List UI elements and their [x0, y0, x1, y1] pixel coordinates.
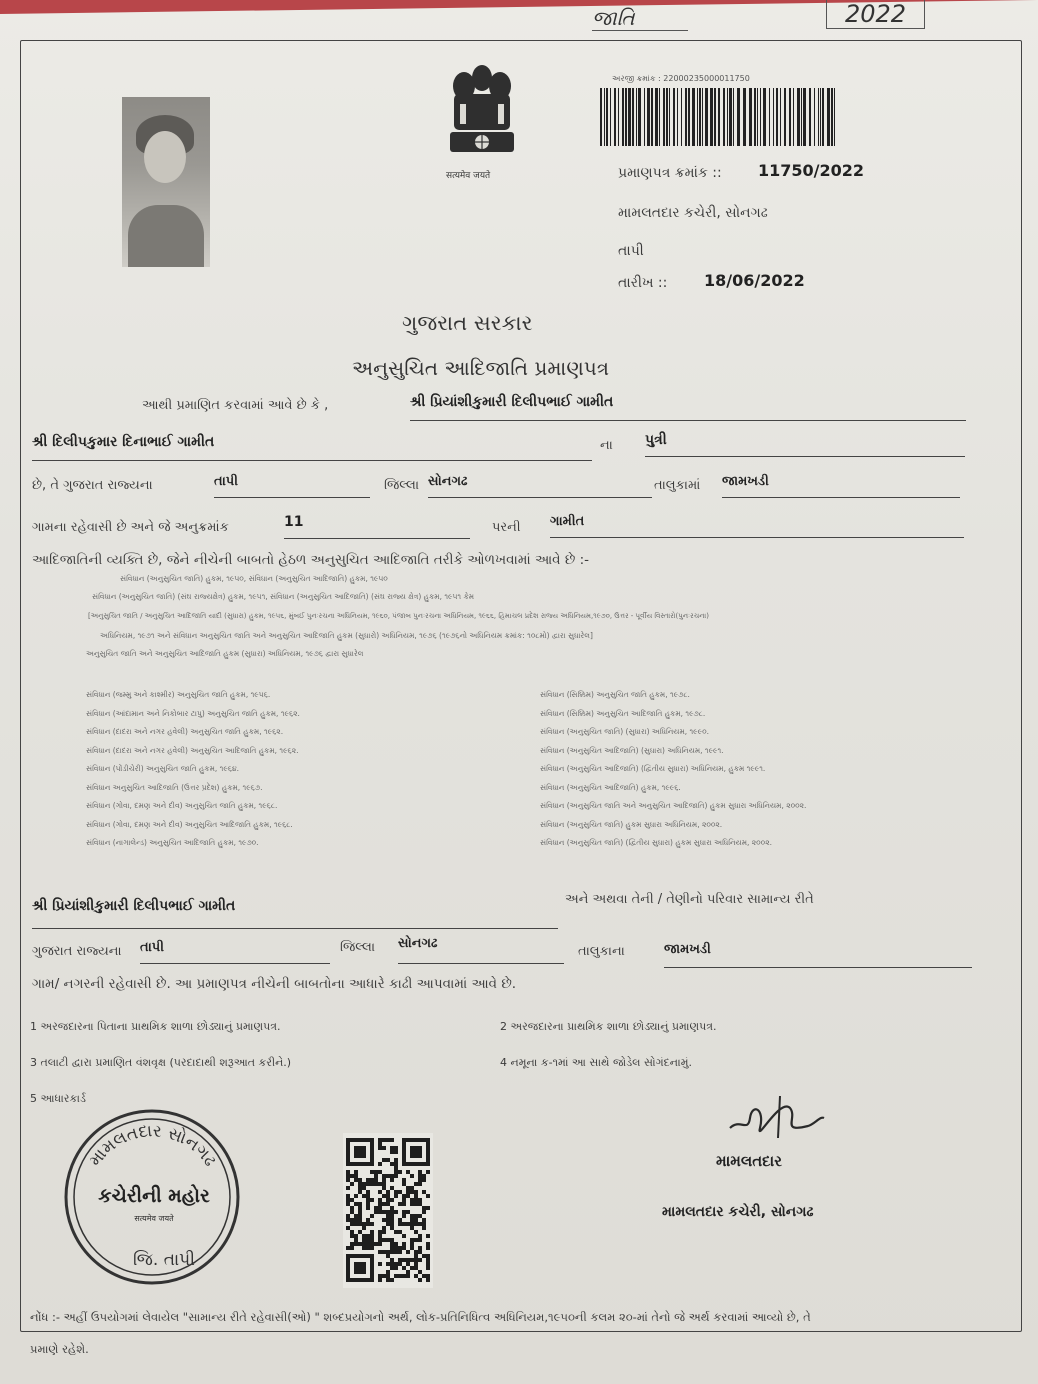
order-item: સંવિધાન (જમ્મુ અને કાશ્મીર) અનુસુચિત જાતિ હુકમ, ૧૯૫૬.	[86, 690, 271, 699]
state-text: છે, તે ગુજરાત રાજ્યના	[32, 478, 153, 493]
family-text: અને અથવા તેની / તેણીનો પરિવાર સામાન્ય રીતે	[565, 892, 814, 907]
order-item: સંવિધાન (અનુસુચિત જાતિ) હુકમ સુધારા અધિનિયમ, ૨૦૦૨.	[540, 819, 723, 829]
order-item: સંવિધાન (સિક્કિમ) અનુસુચિત જાતિ હુકમ, ૧૯૭૮.	[540, 690, 690, 699]
national-emblem-icon	[440, 58, 524, 170]
document-item: 5 આધારકાર્ડ	[30, 1092, 86, 1105]
state-text-2: ગુજરાત રાજ્યના	[32, 944, 122, 959]
orders-right-list	[540, 690, 806, 857]
tribe-recognition-text: આદિજાતિની વ્યક્તિ છે, જેને નીચેની બાબતો હેઠળ અનુસુચિત આદિજાતિ તરીકે ઓળખવામાં આવે છે :-	[32, 552, 590, 568]
office-seal-stamp	[60, 1105, 245, 1290]
fine-print-line: સંવિધાન (અનુસુચિત જાતિ) (સંઘ રાજ્યક્ષેત્ર) હુકમ, ૧૯૫૧, સંવિધાન (અનુસુચિત આદિજાતિ) (સંઘ રાજ્ય ક્ષેત્ર) હુકમ, ૧૯૫૧ કેમ	[92, 592, 475, 601]
tribe-name: ગામીત	[550, 514, 964, 538]
emblem-motto: सत्यमेव जयते	[446, 171, 491, 181]
taluka-inline: સોનગઢ	[428, 474, 652, 498]
issuing-office: મામલતદાર કચેરી, સોનગઢ	[618, 205, 768, 221]
fine-print-line: અનુસુચિત જાતિ અને અનુસુચિત આદિજાતિ હુકમ (સુધારા) અધિનિયમ, ૧૯૭૬ દ્વારા સુધારેલ	[86, 649, 364, 658]
order-item: સંવિધાન (અનુસુચિત જાતિ) (દ્વિતીય સુધારા) હુકમ સુધારા અધિનિયમ, ૨૦૦૨.	[540, 838, 772, 847]
order-item: સંવિધાન (દાદરા અને નગર હવેલી) અનુસુચિત જાતિ હુકમ, ૧૯૬૨.	[86, 727, 284, 736]
svg-text:જિ. તાપી: જિ. તાપી	[132, 1250, 196, 1270]
taluka-label: તાલુકામાં	[654, 478, 701, 493]
application-number: અરજી ક્રમાંક : 22000235000011750	[612, 74, 750, 83]
order-item: સંવિધાન (અનુસુચિત આદિજાતિ) (સુધારા) અધિનિયમ, ૧૯૯૧.	[540, 745, 724, 755]
applicant-name-repeat: શ્રી પ્રિયાંશીકુમારી દિલીપભાઈ ગામીત	[32, 898, 558, 929]
applicant-name: શ્રી પ્રિયાંશીકુમારી દિલીપભાઈ ગામીત	[410, 394, 966, 421]
order-item: સંવિધાન (નાગાલેન્ડ) અનુસુચિત આદિજાતિ હુકમ, ૧૯૭૦.	[86, 838, 259, 847]
certificate-title: અનુસુચિત આદિજાતિ પ્રમાણપત્ર	[352, 356, 610, 380]
barcode-icon	[600, 88, 840, 150]
certificate-number-label: પ્રમાણપત્ર ક્રમાંક ::	[618, 165, 722, 181]
order-item: સંવિધાન (અનુસુચિત આદિજાતિ) (દ્વિતીય સુધારા) અધિનિયમ, હુકમ ૧૯૯૧.	[540, 764, 766, 773]
parni-label: પરની	[492, 520, 521, 535]
taluka-field-2: સોનગઢ	[398, 936, 564, 964]
district-label-2: જિલ્લા	[340, 940, 376, 955]
qr-code-icon	[343, 1133, 433, 1288]
signatory-office: મામલતદાર કચેરી, સોનગઢ	[662, 1204, 814, 1220]
district-field: તાપી	[214, 474, 370, 498]
village-field-2: જામખડી	[664, 942, 972, 968]
order-item: સંવિધાન (ગોવા, દમણ અને દીવ) અનુસુચિત આદિજાતિ હુકમ, ૧૯૬૮.	[86, 819, 293, 829]
fine-print-line: [અનુસુચિત જાતિ / અનુસુચિત આદિજાતિ યાદી (સુધારા) હુકમ, ૧૯૫૬, મુંબઈ પુનઃરચના અધિનિયમ, ૧૯૬૦, પંજાબ પુનઃરચના અધિનિયમ, ૧૯૬૬, હિમાચલ પ્રદેશ રાજ્ય અધિનિયમ,૧૯૭૦, ઉત્તર - પૂર્વીય વિસ્તારો(પુનઃરચના)	[88, 612, 709, 620]
district-field-2: તાપી	[140, 940, 330, 964]
signature-image	[720, 1088, 830, 1148]
issuing-district: તાપી	[618, 243, 644, 259]
svg-text:सत्यमेव जयते: सत्यमेव जयते	[134, 1214, 174, 1223]
certificate-number: 11750/2022	[758, 161, 865, 180]
order-item: સંવિધાન (અનુસુચિત જાતિ અને અનુસુચિત આદિજાતિ) હુકમ સુધારા અધિનિયમ, ૨૦૦૨.	[540, 801, 807, 810]
applicant-photo	[122, 97, 210, 267]
document-item: 2 અરજદારના પ્રાથમિક શાળા છોડ્યાનું પ્રમાણપત્ર.	[500, 1020, 717, 1033]
document-item: 1 અરજદારના પિતાના પ્રાથમિક શાળા છોડ્યાનું પ્રમાણપત્ર.	[30, 1020, 281, 1033]
basis-text: ગામ/ નગરની રહેવાસી છે. આ પ્રમાણપત્ર નીચેની બાબતોના આધારે કાઢી આપવામાં આવે છે.	[32, 976, 517, 992]
order-item: સંવિધાન (આંદામાન અને નિકોબાર ટાપુ) અનુસુચિત જાતિ હુકમ, ૧૯૬૨.	[86, 708, 300, 718]
note-line-1: નોંધ :- અહીં ઉપયોગમાં લેવાયેલ "સામાન્ય રીતે રહેવાસી(ઓ) " શબ્દપ્રયોગનો અર્થ, લોક-પ્રતિનિધિત્વ અધિનિયમ,૧૯૫૦ની કલમ ૨૦-માં તેનો જે અર્થ કરવામાં આવ્યો છે, તે	[30, 1310, 811, 1324]
handwritten-year-top: 2022	[826, 0, 925, 29]
handwritten-note-top: જાતિ	[592, 6, 688, 31]
svg-text:કચેરીની મહોર: કચેરીની મહોર	[98, 1185, 210, 1207]
taluka-label-2: તાલુકાના	[578, 944, 625, 959]
order-item: સંવિધાન (અનુસુચિત જાતિ) (સુધારા) અધિનિયમ, ૧૯૯૦.	[540, 727, 709, 736]
parent-name: શ્રી દિલીપકુમાર દિનાભાઈ ગામીત	[32, 434, 592, 461]
na-label: ના	[600, 438, 613, 453]
order-item: સંવિધાન (પોંડીચેરી) અનુસુચિત જાતિ હુકમ, ૧૯૬૪.	[86, 764, 240, 773]
village-field: જામખડી	[722, 474, 960, 498]
orders-left-list	[86, 690, 300, 857]
signatory-title: મામલતદાર	[716, 1152, 782, 1170]
issue-date: 18/06/2022	[704, 271, 805, 290]
svg-text:મામલતદાર સોનગઢ: મામલતદાર સોનગઢ	[85, 1121, 220, 1171]
order-item: સંવિધાન (ગોવા, દમણ અને દીવ) અનુસુચિત જાતિ હુકમ, ૧૯૬૮.	[86, 801, 278, 810]
certify-text: આથી પ્રમાણિત કરવામાં આવે છે કે ,	[142, 398, 329, 413]
order-item: સંવિધાન (દાદરા અને નગર હવેલી) અનુસુચિત આદિજાતિ હુકમ, ૧૯૬૨.	[86, 745, 299, 755]
serial-number: 11	[284, 514, 470, 539]
order-item: સંવિધાન (અનુસુચિત આદિજાતિ) હુકમ, ૧૯૯૬.	[540, 782, 681, 792]
document-item: 4 નમૂના ક-૧માં આ સાથે જોડેલ સોગંદનામું.	[500, 1056, 692, 1069]
government-title: ગુજરાત સરકાર	[402, 311, 533, 335]
note-line-2: પ્રમાણે રહેશે.	[30, 1342, 89, 1356]
document-item: 3 તલાટી દ્વારા પ્રમાણિત વંશવૃક્ષ (પરદાદાથી શરૂઆત કરીને.)	[30, 1056, 292, 1069]
fine-print-line: અધિનિયમ, ૧૯૭૧ અને સંવિધાન અનુસુચિત જાતિ અને અનુસુચિત આદિજાતિ હુકમ (સુધારો) અધિનિયમ, ૧૯૭૬ (૧૯૭૬નો અધિનિયમ ક્રમાંક: ૧૦૮મો) દ્વારા સુધારેલ]	[100, 631, 593, 640]
district-label: જિલ્લા	[384, 478, 420, 493]
relation: પુત્રી	[645, 432, 965, 457]
issue-date-label: તારીખ ::	[618, 275, 668, 291]
fine-print-line: સંવિધાન (અનુસુચિત જાતિ) હુકમ, ૧૯૫૦, સંવિધાન (અનુસુચિત આદિજાતિ) હુકમ, ૧૯૫૦	[120, 574, 388, 583]
order-item: સંવિધાન (સિક્કિમ) અનુસુચિત આદિજાતિ હુકમ, ૧૯૭૮.	[540, 708, 706, 718]
resident-text: ગામના રહેવાસી છે અને જે અનુક્રમાંક	[32, 520, 229, 535]
order-item: સંવિધાન અનુસુચિત આદિજાતિ (ઉત્તર પ્રદેશ) હુકમ, ૧૯૬૭.	[86, 782, 263, 792]
